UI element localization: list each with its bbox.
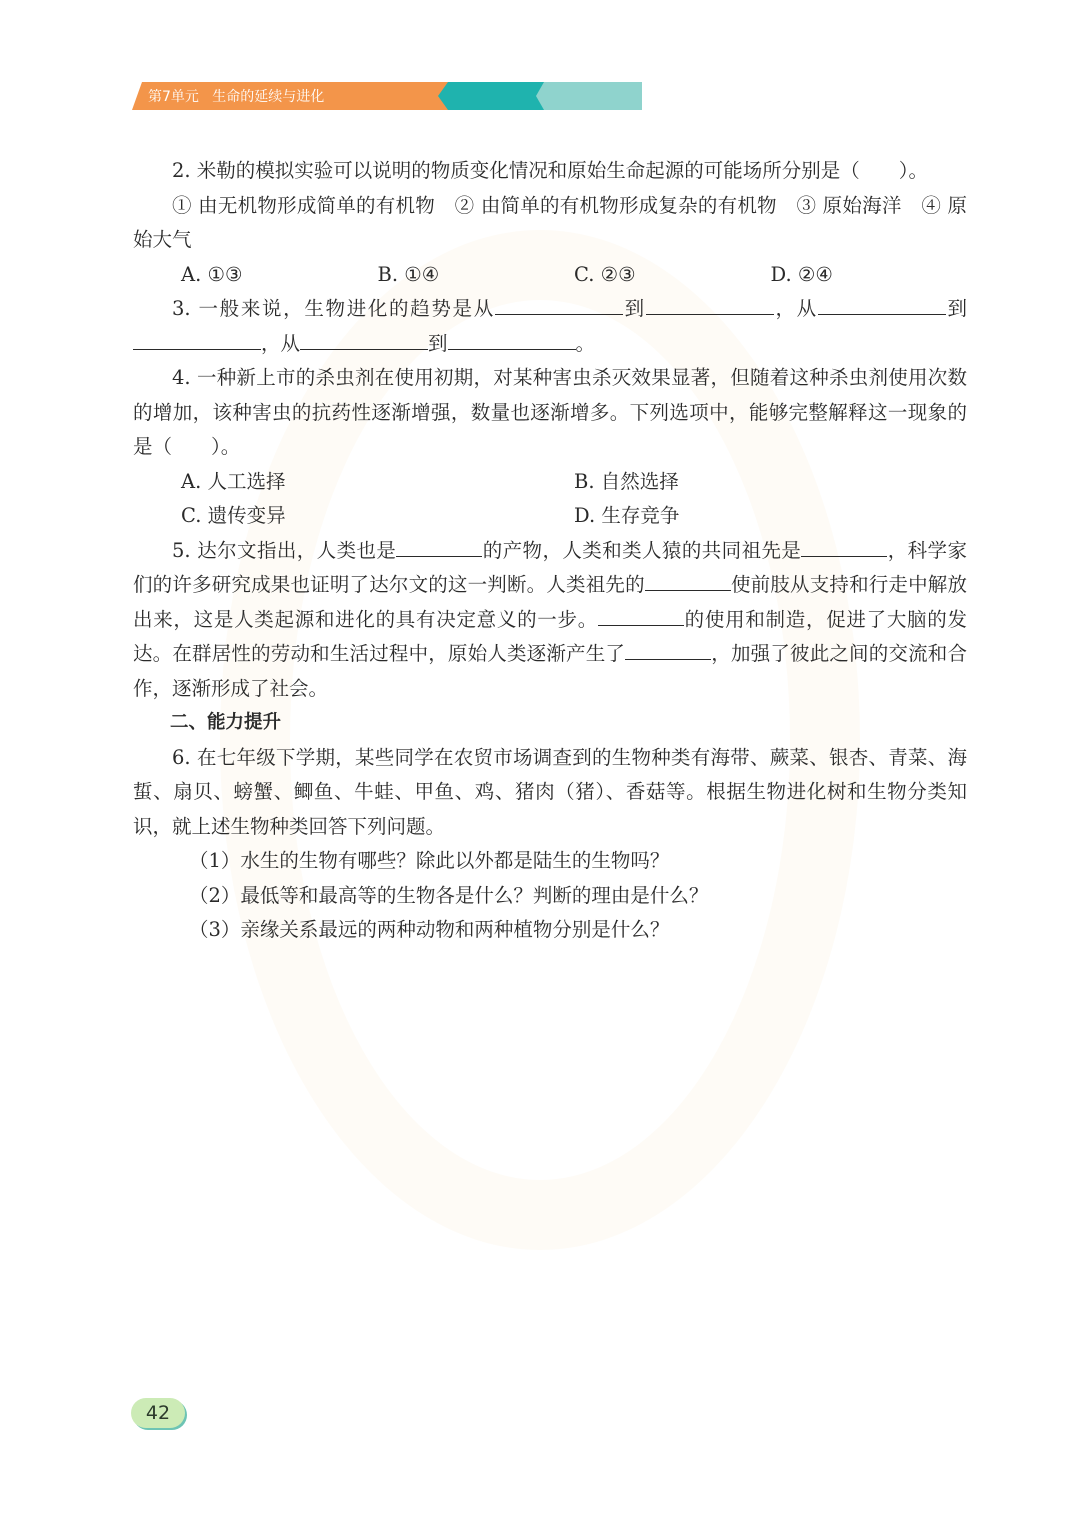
question-3-text: 。: [575, 331, 596, 355]
question-4-stem: 4. 一种新上市的杀虫剂在使用初期，对某种害虫杀灭效果显著，但随着这种杀虫剂使用次数的增加，该种害虫的抗药性逐渐增强，数量也逐渐增多。下列选项中，能够完整解释这一现象的是（ ）。: [133, 366, 967, 458]
question-3: [133, 292, 967, 361]
question-5-text: 的产物，人类和类人猿的共同祖先是: [482, 538, 802, 562]
answer-blank[interactable]: [818, 292, 946, 315]
question-3-text: ，从: [261, 331, 301, 355]
question-2-option-c: C. ②③: [574, 262, 636, 286]
question-6-stem: 6. 在七年级下学期，某些同学在农贸市场调查到的生物种类有海带、蕨菜、银杏、青菜、海蜇、扇贝、螃蟹、鲫鱼、牛蛙、甲鱼、鸡、猪肉（猪）、香菇等。根据生物进化树和生物分类知识，就上述生物种类回答下列问题。: [133, 745, 967, 838]
question-4-option-d: D. 生存竞争: [574, 504, 680, 527]
unit-header-text: [148, 86, 324, 106]
page-number: 42: [131, 1398, 185, 1428]
question-2-option-b: B. ①④: [377, 262, 440, 286]
answer-blank[interactable]: [625, 637, 711, 660]
question-6-sub-1: （1）水生的生物有哪些？除此以外都是陆生的生物吗？: [189, 849, 670, 872]
question-5-text: 使前肢从支持和行走中解放出来，这是人类起源和进化的具有决定意义的一步。: [133, 573, 967, 631]
section-2-title: 二、能力提升: [170, 712, 282, 733]
question-2-option-d: D. ②④: [770, 262, 833, 286]
question-3-text: 3. 一般来说，生物进化的趋势是从: [172, 297, 495, 320]
answer-blank[interactable]: [396, 534, 482, 557]
question-2-items: ① 由无机物形成简单的有机物 ② 由简单的有机物形成复杂的有机物 ③ 原始海洋 ④ 原始大气: [133, 193, 967, 251]
question-6-sub-2: （2）最低等和最高等的生物各是什么？判断的理由是什么？: [189, 883, 709, 907]
question-2-options: [133, 258, 967, 293]
answer-blank[interactable]: [133, 327, 261, 350]
answer-blank[interactable]: [801, 534, 887, 557]
question-5-text: ，加强了彼此之间的交流和合作，逐渐形成了社会。: [133, 642, 967, 700]
question-4-option-b: B. 自然选择: [574, 469, 679, 493]
unit-label: 第7单元: [148, 89, 199, 105]
answer-blank[interactable]: [495, 292, 623, 315]
exercise-content: [133, 154, 967, 948]
question-3-text: 到: [428, 331, 448, 355]
question-3-text: ，从: [773, 297, 818, 320]
question-3-text: 到: [622, 297, 646, 320]
answer-blank[interactable]: [300, 327, 428, 350]
header-teal-segment: [438, 82, 548, 110]
question-4-option-c: C. 遗传变异: [181, 504, 286, 527]
unit-header-bar: [132, 82, 642, 110]
answer-blank[interactable]: [448, 327, 576, 350]
question-4-options-row-1: [133, 465, 967, 500]
unit-title: 生命的延续与进化: [212, 89, 325, 105]
answer-blank[interactable]: [598, 603, 684, 626]
question-5-text: 5. 达尔文指出，人类也是: [172, 538, 397, 562]
question-2-option-a: A. ①③: [181, 262, 243, 286]
question-5-text: 的使用和制造，促进了大脑的发达。在群居性的劳动和生活过程中，原始人类逐渐产生了: [133, 607, 967, 665]
question-5: [133, 534, 967, 707]
question-3-text: 到: [945, 297, 967, 320]
question-4-option-a: A. 人工选择: [181, 469, 286, 493]
question-2-stem: 2. 米勒的模拟实验可以说明的物质变化情况和原始生命起源的可能场所分别是（ ）。: [172, 159, 929, 182]
answer-blank[interactable]: [645, 568, 731, 591]
question-5-text: ，科学家们的许多研究成果也证明了达尔文的这一判断。人类祖先的: [133, 538, 967, 596]
question-4-options-row-2: [133, 499, 967, 534]
header-light-teal-segment: [536, 82, 642, 110]
question-6-sub-3: （3）亲缘关系最远的两种动物和两种植物分别是什么？: [189, 918, 670, 941]
answer-blank[interactable]: [646, 292, 774, 315]
